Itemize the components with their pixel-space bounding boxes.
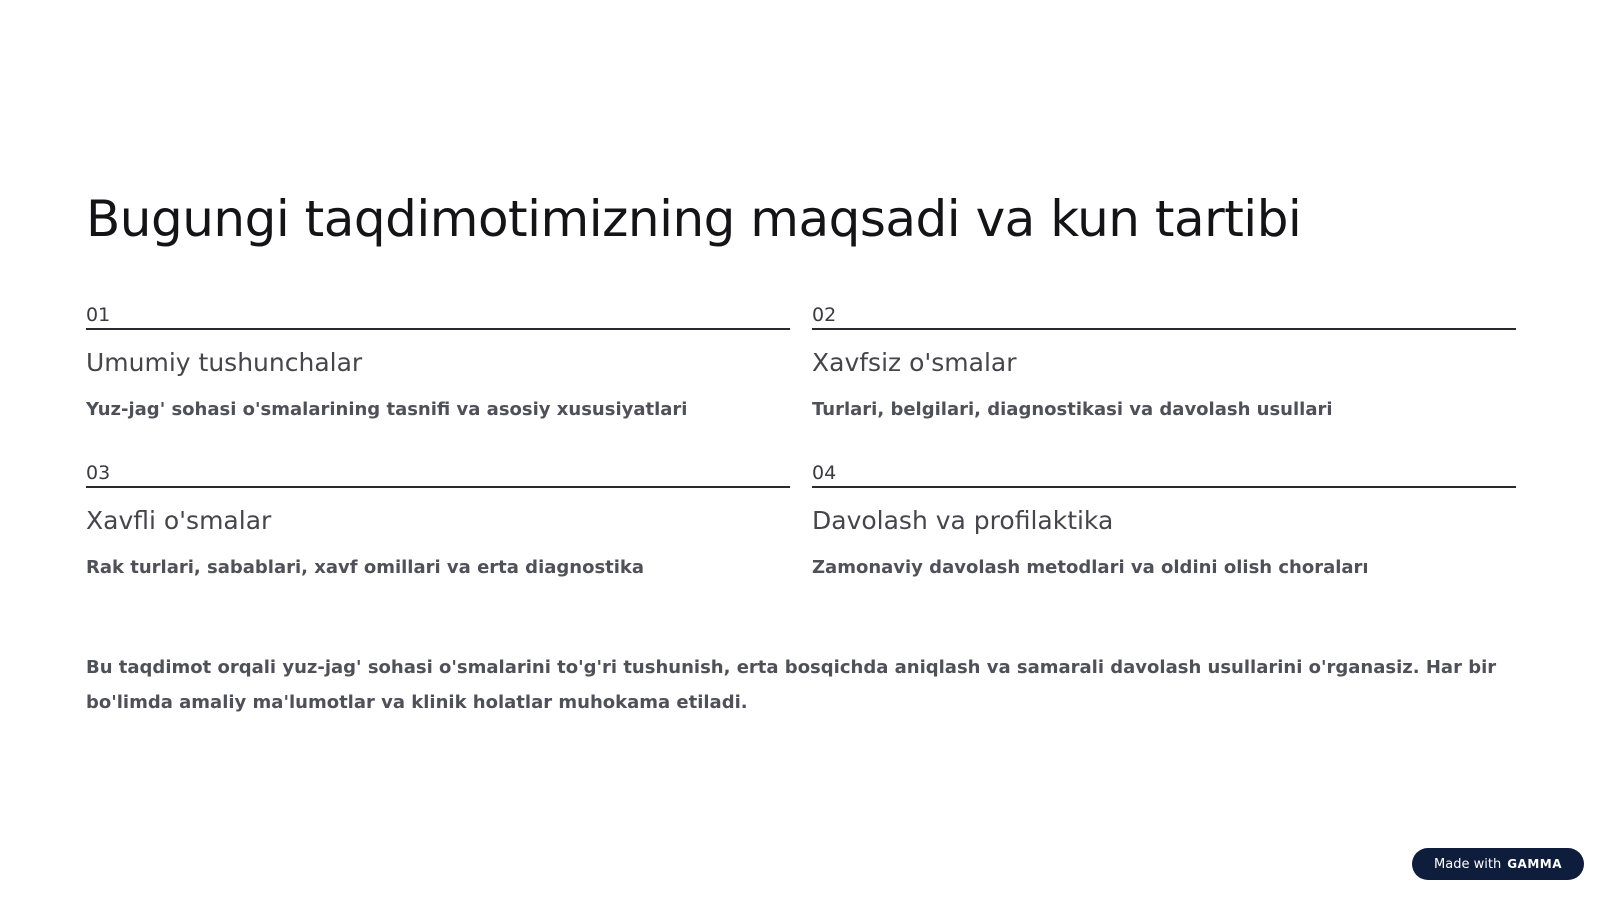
agenda-item-number: 01 — [86, 304, 111, 326]
badge-prefix: Made with — [1434, 856, 1502, 872]
agenda-item-heading: Xavfsiz o'smalar — [812, 348, 1017, 377]
agenda-item-01 — [86, 304, 790, 422]
agenda-item-03 — [86, 462, 790, 580]
summary-paragraph: Bu taqdimot orqali yuz-jag' sohasi o'smalarini to'g'ri tushunish, erta bosqichda aniqlash va samarali davolash usullarini o'rganasiz. Har bir bo'limda amaliy ma'lumotlar va klinik holatlar muhokama etiladi. — [86, 657, 1497, 713]
slide-title: Bugungi taqdimotimizning maqsadi va kun tartibi — [86, 190, 1302, 248]
agenda-item-description: Yuz-jag' sohasi o'smalarining tasnifi va asosiy xususiyatlari — [86, 399, 688, 420]
agenda-item-divider — [812, 486, 1516, 488]
agenda-item-divider — [86, 486, 790, 488]
gamma-logo: GAMMA — [1507, 857, 1562, 871]
agenda-item-heading: Xavfli o'smalar — [86, 506, 272, 535]
agenda-item-number: 02 — [812, 304, 837, 326]
agenda-item-divider — [86, 328, 790, 330]
agenda-item-02 — [812, 304, 1516, 422]
agenda-item-description: Rak turlari, sabablari, xavf omillari va erta diagnostika — [86, 557, 645, 578]
agenda-item-divider — [812, 328, 1516, 330]
agenda-item-number: 03 — [86, 462, 111, 484]
made-with-gamma-badge[interactable] — [1412, 848, 1584, 880]
agenda-item-heading: Davolash va profilaktika — [812, 506, 1114, 535]
agenda-item-description: Zamonaviy davolash metodlari va oldini olish choraları — [812, 557, 1369, 578]
agenda-item-description: Turlari, belgilari, diagnostikasi va davolash usullari — [812, 399, 1333, 420]
agenda-grid — [86, 304, 1516, 580]
agenda-item-04 — [812, 462, 1516, 580]
agenda-item-number: 04 — [812, 462, 837, 484]
agenda-item-heading: Umumiy tushunchalar — [86, 348, 363, 377]
